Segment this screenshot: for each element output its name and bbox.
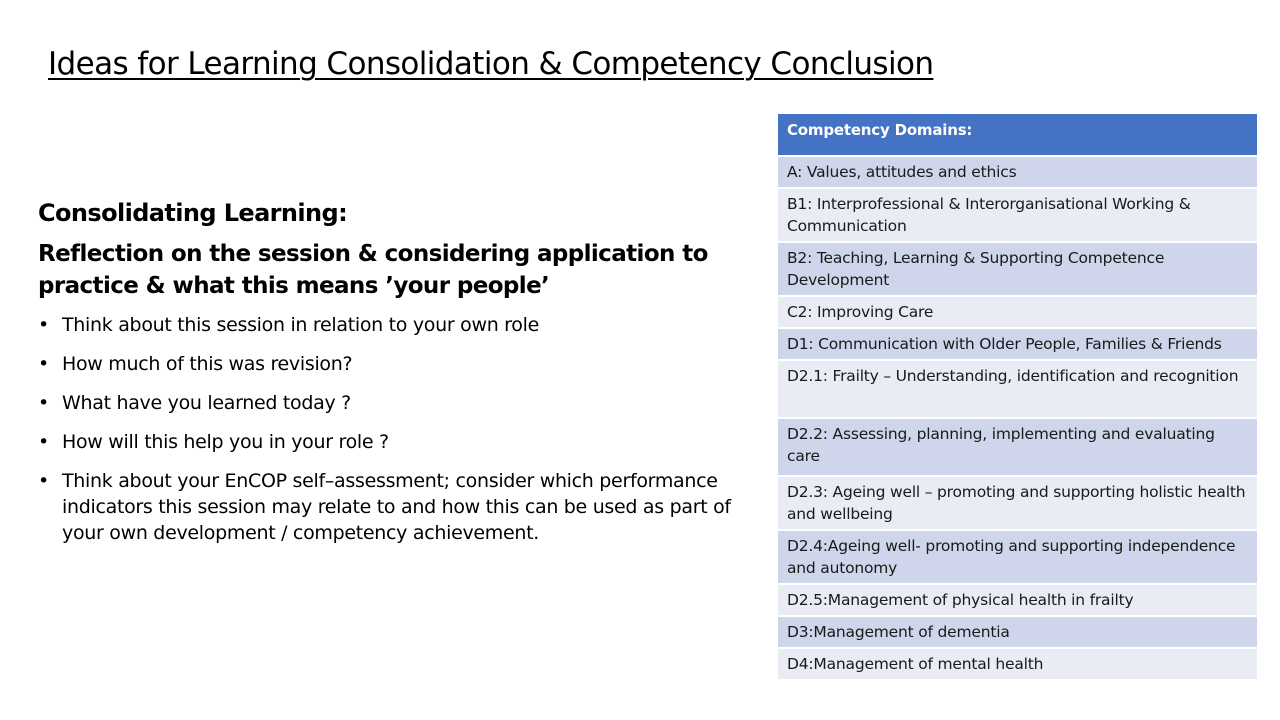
table-row bbox=[778, 242, 1257, 296]
domain-cell: D2.5:Management of physical health in frailty bbox=[778, 584, 1257, 616]
domain-cell: D2.1: Frailty – Understanding, identification and recognition bbox=[778, 360, 1257, 418]
table-row bbox=[778, 648, 1257, 680]
bullet-icon: • bbox=[38, 392, 49, 414]
domain-cell: D2.4:Ageing well- promoting and supporting independence and autonomy bbox=[778, 530, 1257, 584]
domain-cell: A: Values, attitudes and ethics bbox=[778, 156, 1257, 188]
domain-cell: B2: Teaching, Learning & Supporting Competence Development bbox=[778, 242, 1257, 296]
table-row bbox=[778, 360, 1257, 418]
table-row bbox=[778, 328, 1257, 360]
domain-cell: D2.3: Ageing well – promoting and supporting holistic health and wellbeing bbox=[778, 476, 1257, 530]
consolidating-learning-section bbox=[38, 196, 763, 559]
table-row bbox=[778, 584, 1257, 616]
reflection-bullet-list bbox=[38, 312, 763, 546]
table-row bbox=[778, 530, 1257, 584]
domain-cell: D1: Communication with Older People, Families & Friends bbox=[778, 328, 1257, 360]
bullet-text: What have you learned today ? bbox=[62, 392, 351, 414]
table-row bbox=[778, 476, 1257, 530]
section-heading: Consolidating Learning: bbox=[38, 199, 348, 227]
table-row bbox=[778, 188, 1257, 242]
table-row bbox=[778, 296, 1257, 328]
domain-cell: B1: Interprofessional & Interorganisational Working & Communication bbox=[778, 188, 1257, 242]
table-row bbox=[778, 616, 1257, 648]
bullet-text: How much of this was revision? bbox=[62, 353, 353, 375]
bullet-text: How will this help you in your role ? bbox=[62, 431, 389, 453]
competency-domains-table bbox=[778, 114, 1257, 681]
domain-cell: C2: Improving Care bbox=[778, 296, 1257, 328]
bullet-icon: • bbox=[38, 470, 49, 492]
table-row bbox=[778, 156, 1257, 188]
bullet-text: Think about this session in relation to your own role bbox=[62, 314, 539, 336]
bullet-item bbox=[38, 429, 763, 455]
domain-cell: D4:Management of mental health bbox=[778, 648, 1257, 680]
bullet-item bbox=[38, 390, 763, 416]
section-subheading: Reflection on the session & considering application to practice & what this means ’your people’ bbox=[38, 241, 708, 299]
bullet-text: Think about your EnCOP self–assessment; consider which performance indicators this session may relate to and how this can be used as part of your own development / competency achievement. bbox=[62, 470, 731, 544]
bullet-icon: • bbox=[38, 314, 49, 336]
bullet-icon: • bbox=[38, 431, 49, 453]
domain-cell: D3:Management of dementia bbox=[778, 616, 1257, 648]
table-row bbox=[778, 418, 1257, 476]
bullet-item bbox=[38, 468, 763, 546]
table-header-row bbox=[778, 114, 1257, 156]
bullet-item bbox=[38, 312, 763, 338]
bullet-item bbox=[38, 351, 763, 377]
domain-cell: D2.2: Assessing, planning, implementing and evaluating care bbox=[778, 418, 1257, 476]
bullet-icon: • bbox=[38, 353, 49, 375]
table-header: Competency Domains: bbox=[778, 114, 1257, 156]
slide-title: Ideas for Learning Consolidation & Competency Conclusion bbox=[48, 46, 934, 82]
